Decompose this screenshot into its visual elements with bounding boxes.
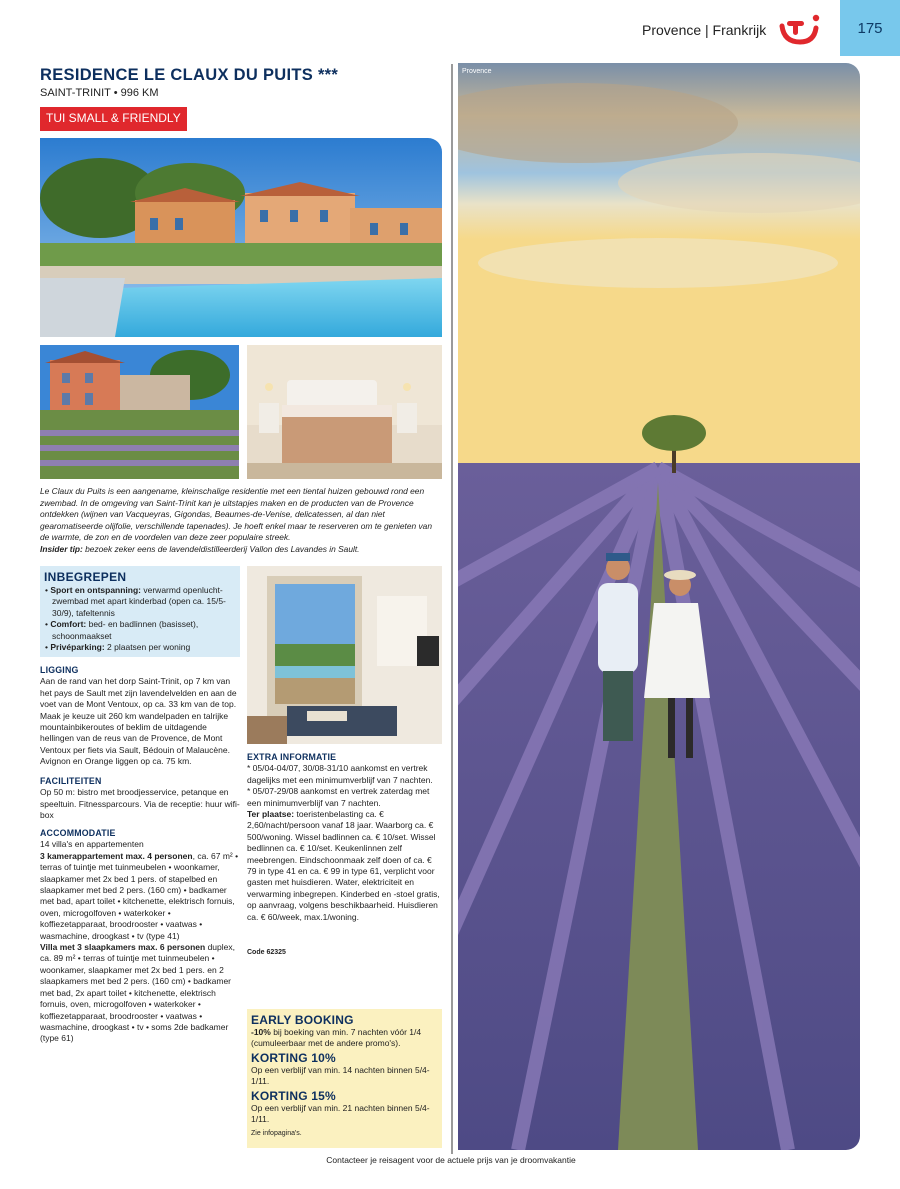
extra-info-line: * 05/07-29/08 aankomst en vertrek zaterdag met een minimumverblijf van 7 nachten.	[247, 786, 430, 808]
ter-plaatse-text: Ter plaatse: toeristenbelasting ca. € 2,60/nacht/persoon vanaf 18 jaar. Waarborg ca. € 500/woning. Wissel badlinnen ca. € 10/set. Wissel bedlinnen ca. € 10/set. Keukenlinnen zelf meebrengen. Eindschoonmaak zelf doen of ca. € 79 in type 41 en ca. € 99 in type 61, verplicht voor gasten met huisdieren. Water, elektriciteit en verwarming inbegrepen. Kinderbed en -stoel gratis, op aanvraag, volgens beschikbaarheid. Huisdieren ca. € 60/week, max.1/woning.	[247, 809, 440, 922]
column-divider	[451, 64, 453, 1154]
page-number: 175	[857, 19, 883, 37]
accommodatie-title: ACCOMMODATIE	[40, 828, 116, 838]
section-faciliteiten	[40, 776, 240, 822]
promo-box	[247, 1009, 442, 1148]
insider-tip-label: Insider tip:	[40, 543, 83, 554]
korting-15-title: KORTING 15%	[251, 1089, 336, 1103]
section-extra-info	[247, 752, 443, 923]
ligging-text: Aan de rand van het dorp Saint-Trinit, op 7 km van het pays de Sault met zijn lavendelvelden en aan de voet van de Mont Ventoux, op ca. 33 km van de top. Maak je keuze uit 260 km wandelpaden en talrijke mountainbikeroutes of beklim de uitdagende hellingen van de reus van de Provence, de Mont Ventoux per fiets via Sault, Bédouin of Malaucène. Avignon en Orange liggen op ca. 75 km.	[40, 676, 237, 767]
included-list	[44, 585, 236, 653]
hotel-title	[40, 66, 338, 85]
product-code: Code 62325	[247, 949, 286, 956]
included-item: • Privéparking: 2 plaatsen per woning	[45, 642, 191, 653]
faciliteiten-text: Op 50 m: bistro met broodjesservice, petanque en speeltuin. Fitnessparcours. Via de receptie: huur wifi-box	[40, 787, 240, 821]
faciliteiten-title: FACILITEITEN	[40, 776, 102, 786]
small-friendly-badge: TUI SMALL & FRIENDLY	[40, 107, 187, 131]
accommodatie-unit-2: Villa met 3 slaapkamers max. 6 personen duplex, ca. 89 m² • terras of tuintje met tuinmeubelen • woonkamer, slaapkamer met 2x bed 1 pers. en 2 slaapkamers met bed 2 pers. (160 cm) • badkamer met bad, 2x apart toilet • kitchenette, elektrisch fornuis, oven, microgolfoven • waterkoker • koffiezetapparaat, broodrooster • vaatwas • wasmachine, droogkast • tv • soms 2de badkamer (type 61)	[40, 942, 235, 1044]
intro-text: Le Claux du Puits is een aangename, kleinschalige residentie met een tiental huizen gebouwd rond een zwembad. In de omgeving van Saint-Trinit kan je uitstapjes maken en de producten van de Provence ontdekken (wijnen van Vacqueyras, Gigondas, Beaumes-de-Venise, delicatessen, al dan niet gearomatiseerde olijfolie, verschillende tapenades). Je hoeft enkel maar te reserveren om te genieten van de warmte, de zon en de voordelen van deze zeer populaire streek.	[40, 486, 432, 543]
section-title: Provence | Frankrijk	[642, 22, 767, 38]
accommodatie-intro: 14 villa's en appartementen	[40, 839, 144, 850]
tui-smile-logo-icon[interactable]	[778, 12, 822, 48]
intro-caption	[40, 486, 436, 556]
hotel-name: RESIDENCE LE CLAUX DU PUITS	[40, 66, 314, 84]
early-booking-title: EARLY BOOKING	[251, 1013, 354, 1027]
early-booking-text: -10% bij boeking van min. 7 nachten vóór 1/4 (cumuleerbaar met de andere promo's).	[251, 1027, 422, 1048]
photo-credit: Provence	[462, 68, 492, 75]
accommodatie-unit-1: 3 kamerappartement max. 4 personen, ca. 67 m² • terras of tuintje met tuinmeubelen • woonkamer, slaapkamer met 2x bed 1 pers. of stapelbed en slaapkamer met bed 2 pers. (160 cm) • badkamer met bad, apart toilet • kitchenette, elektrisch fornuis, oven, microgolfoven • waterkoker • koffiezetapparaat, broodrooster • vaatwas • wasmachine, droogkast • tv (type 41)	[40, 850, 239, 941]
promo-note: Zie infopagina's.	[251, 1130, 302, 1137]
extra-info-title: EXTRA INFORMATIE	[247, 752, 337, 762]
included-item: • Comfort: bed- en badlinnen (basisset), schoonmaakset	[45, 619, 199, 641]
insider-tip-text: bezoek zeker eens de lavendeldistilleerderij Vallon des Lavandes in Sault.	[82, 543, 360, 554]
photo-villa-exterior	[40, 345, 239, 479]
section-ligging	[40, 665, 240, 768]
extra-info-line: * 05/04-04/07, 30/08-31/10 aankomst en vertrek dagelijks met een minimumverblijf van 7 nachten.	[247, 763, 433, 785]
photo-lavender-field	[458, 63, 860, 1150]
korting-10-text: Op een verblijf van min. 14 nachten binnen 5/4-1/11.	[251, 1065, 430, 1086]
hotel-stars: ***	[317, 66, 339, 84]
included-box	[40, 566, 240, 657]
footer-note: Contacteer je reisagent voor de actuele prijs van je droomvakantie	[326, 1155, 576, 1165]
page-number-tab	[840, 0, 900, 56]
photo-residence-pool	[40, 138, 442, 337]
photo-living-room	[247, 566, 442, 744]
korting-15-text: Op een verblijf van min. 21 nachten binnen 5/4-1/11.	[251, 1103, 430, 1124]
included-title: INBEGREPEN	[44, 570, 127, 584]
included-item: • Sport en ontspanning: verwarmd openlucht-zwembad met apart kinderbad (open ca. 15/5-30/9), tafeltennis	[45, 585, 226, 618]
korting-10-title: KORTING 10%	[251, 1051, 336, 1065]
ligging-title: LIGGING	[40, 665, 79, 675]
section-accommodatie	[40, 828, 240, 1045]
hotel-location: SAINT-TRINIT • 996 KM	[40, 87, 159, 99]
photo-bedroom	[247, 345, 442, 479]
